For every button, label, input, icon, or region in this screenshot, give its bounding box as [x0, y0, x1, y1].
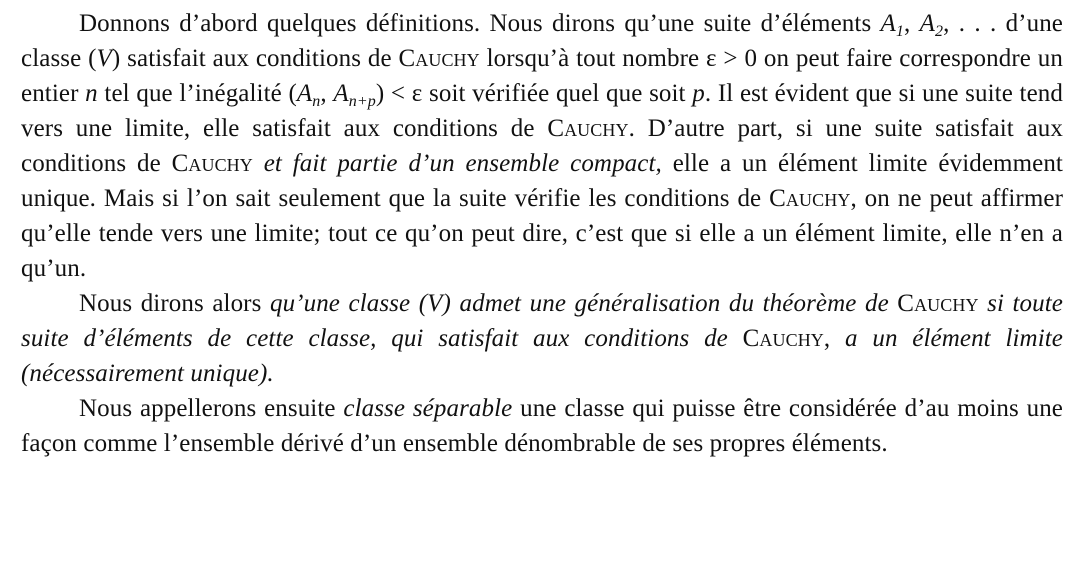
paragraph-definitions-cauchy: [21, 6, 1063, 286]
paragraph-generalisation-cauchy: [21, 286, 1063, 391]
italic-text: V: [427, 290, 443, 317]
text-run: . Il est évident que si une suite tend vers une limite, elle satisfait aux conditions de: [21, 80, 1063, 142]
subscript: 1: [895, 23, 905, 40]
italic-text: qu’une classe (: [269, 290, 428, 317]
small-caps-name: Cauchy: [769, 185, 851, 212]
small-caps-name: Cauchy: [398, 45, 480, 72]
italic-text: si toute suite d’éléments de cette classe, qui satisfait aux conditions de: [21, 290, 1063, 352]
small-caps-name: Cauchy: [897, 290, 979, 317]
italic-text: classe séparable: [343, 395, 513, 422]
text-run: elle a un élément limite évidemment unique. Mais si l’on sait seulement que la suite vérifie les conditions de: [21, 150, 1063, 212]
italic-text: n: [85, 80, 98, 107]
italic-text: ) admet une généralisation du théorème de: [442, 290, 898, 317]
text-run: ,: [823, 325, 845, 352]
subscript: n: [312, 93, 321, 110]
text-run: ,: [320, 80, 334, 107]
text-run: ) < ε soit vérifiée quel que soit: [375, 80, 693, 107]
subscript: n+p: [348, 93, 376, 110]
text-run: Nous appellerons ensuite: [79, 395, 344, 422]
italic-text: et fait partie d’un ensemble compact,: [263, 150, 662, 177]
text-run: ,: [904, 10, 920, 37]
text-run: , . . . d’une classe (: [21, 10, 1063, 72]
italic-text: A: [880, 10, 896, 37]
text-run: tel que l’inégalité (: [97, 80, 297, 107]
text-run: ) satisfait aux conditions de: [111, 45, 399, 72]
italic-text: a un élément limite (nécessairement unique).: [21, 325, 1063, 387]
text-run: , on ne peut affirmer qu’elle tende vers une limite; tout ce qu’on peut dire, c’est que si elle a un élément limite, elle n’en a qu’un.: [21, 185, 1064, 282]
small-caps-name: Cauchy: [547, 115, 629, 142]
text-run: une classe qui puisse être considérée d’au moins une façon comme l’ensemble dérivé d’un ensemble dénombrable de ses propres éléments.: [21, 395, 1063, 457]
italic-text: A: [919, 10, 936, 37]
text-run: Nous dirons alors: [79, 290, 270, 317]
paragraph-classe-separable: [21, 391, 1063, 461]
italic-text: A: [296, 80, 313, 107]
text-run: . D’autre part, si une suite satisfait aux conditions de: [21, 115, 1063, 177]
italic-text: p: [692, 80, 705, 107]
small-caps-name: Cauchy: [742, 325, 824, 352]
subscript: 2: [935, 23, 944, 40]
italic-text: A: [333, 80, 349, 107]
italic-text: V: [96, 45, 112, 72]
text-run: [979, 290, 988, 317]
text-run: [253, 150, 264, 177]
small-caps-name: Cauchy: [171, 150, 253, 177]
text-run: Donnons d’abord quelques définitions. Nous dirons qu’une suite d’éléments: [79, 10, 881, 37]
text-run: lorsqu’à tout nombre ε > 0 on peut faire correspondre un entier: [21, 45, 1063, 107]
